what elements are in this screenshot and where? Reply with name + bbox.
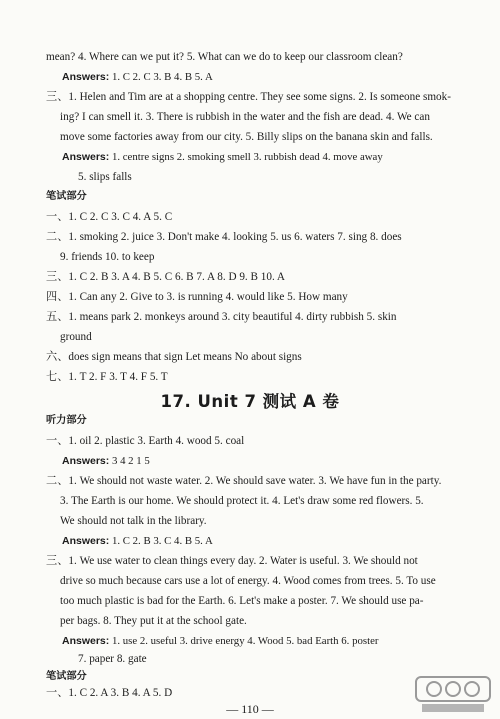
text-line: 三、1. Helen and Tim are at a shopping centre. They see some signs. 2. Is someone smok-	[46, 91, 451, 103]
watermark-logo-icon	[414, 675, 492, 715]
text-line: too much plastic is bad for the Earth. 6. Let's make a poster. 7. We should use pa-	[60, 595, 424, 607]
text-line: 一、1. C 2. A 3. B 4. A 5. D	[46, 687, 173, 699]
answers-values: 1. use 2. useful 3. drive energy 4. Wood 5. bad Earth 6. poster	[109, 635, 379, 647]
text-line: We should not talk in the library.	[60, 515, 207, 527]
text-line: 3. The Earth is our home. We should protect it. 4. Let's draw some red flowers. 5.	[60, 495, 424, 507]
answers-line	[62, 534, 213, 548]
text-line: drive so much because cars use a lot of energy. 4. Wood comes from trees. 5. To use	[60, 575, 436, 587]
text-line: mean? 4. Where can we put it? 5. What can we do to keep our classroom clean?	[46, 51, 403, 63]
section-heading: 笔试部分	[46, 191, 87, 202]
text-line: 一、1. oil 2. plastic 3. Earth 4. wood 5. coal	[46, 435, 245, 447]
text-line: 四、1. Can any 2. Give to 3. is running 4. would like 5. How many	[46, 291, 348, 303]
text-line: 三、1. C 2. B 3. A 4. B 5. C 6. B 7. A 8. D 9. B 10. A	[46, 271, 286, 283]
answers-values: 1. C 2. B 3. C 4. B 5. A	[109, 535, 213, 547]
text-line: ground	[60, 331, 92, 343]
text-line: 9. friends 10. to keep	[60, 251, 155, 263]
answers-label: Answers:	[62, 455, 110, 467]
answers-label: Answers:	[62, 635, 110, 647]
text-line: 六、does sign means that sign Let means No about signs	[46, 351, 302, 363]
page-number: — 110 —	[226, 702, 274, 716]
text-line: 七、1. T 2. F 3. T 4. F 5. T	[46, 371, 168, 383]
answers-line	[62, 70, 213, 84]
text-line: 一、1. C 2. C 3. C 4. A 5. C	[46, 211, 173, 223]
section-heading: 听力部分	[46, 415, 87, 426]
answers-label: Answers:	[62, 535, 110, 547]
answers-line	[62, 634, 378, 648]
text-line: move some factories away from our city. 5. Billy slips on the banana skin and falls.	[60, 131, 433, 143]
answers-line	[62, 454, 150, 468]
text-line: 5. slips falls	[78, 171, 132, 183]
answers-values: 1. centre signs 2. smoking smell 3. rubbish dead 4. move away	[109, 151, 383, 163]
text-line: 二、1. We should not waste water. 2. We should save water. 3. We have fun in the party.	[46, 475, 442, 487]
answers-values: 3 4 2 1 5	[109, 455, 150, 467]
answers-label: Answers:	[62, 71, 110, 83]
text-line: ing? I can smell it. 3. There is rubbish in the water and the fish are dead. 4. We can	[60, 111, 430, 123]
text-line: per bags. 8. They put it at the school gate.	[60, 615, 247, 627]
answers-label: Answers:	[62, 151, 110, 163]
text-line: 二、1. smoking 2. juice 3. Don't make 4. looking 5. us 6. waters 7. sing 8. does	[46, 231, 402, 243]
text-line: 7. paper 8. gate	[78, 653, 147, 665]
text-line: 五、1. means park 2. monkeys around 3. city beautiful 4. dirty rubbish 5. skin	[46, 311, 397, 323]
answers-line	[62, 150, 383, 164]
unit-title: 17. Unit 7 测试 A 卷	[160, 392, 340, 411]
text-line: 三、1. We use water to clean things every day. 2. Water is useful. 3. We should not	[46, 555, 418, 567]
answers-values: 1. C 2. C 3. B 4. B 5. A	[109, 71, 213, 83]
section-heading: 笔试部分	[46, 671, 87, 682]
